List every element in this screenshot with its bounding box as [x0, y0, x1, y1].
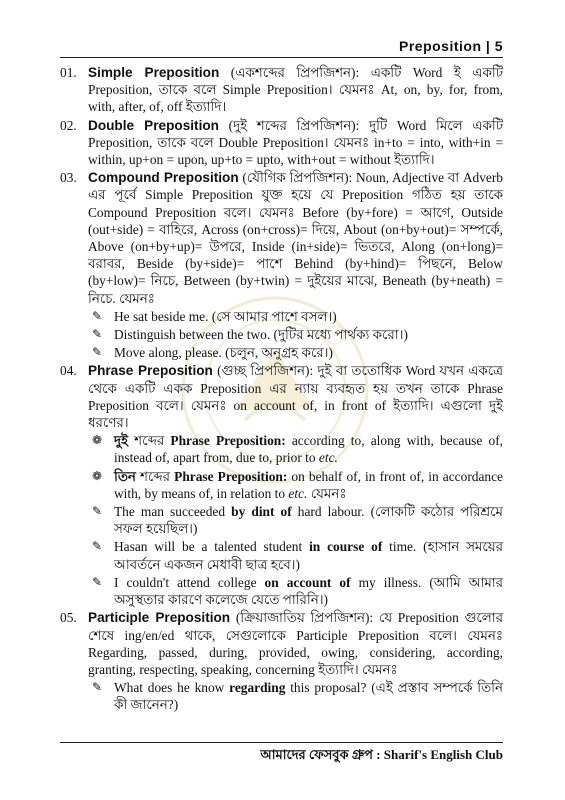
kind-label: Phrase Preposition: [170, 433, 286, 449]
kind-label: Phrase Preposition: [174, 468, 288, 484]
section-title: Double Preposition [88, 117, 219, 133]
pencil-icon: ✎ [92, 504, 103, 519]
example-line [88, 538, 503, 572]
kind-line [88, 468, 503, 502]
page-content [60, 64, 503, 715]
header-rule [60, 57, 503, 58]
section-body: (ক্রিয়াজাতিয় প্রিপজিশন): যে Preposition গুলোর শেষে ing/en/ed থাকে, সেগুলোকে Participle Preposition বলে। যেমনঃ Regarding, passed, during, provided, owing, considering, according, granting, respecting, speaking, concerning ইত্যাদি। যেমনঃ [88, 610, 503, 677]
example-line [88, 344, 503, 361]
pencil-icon: ✎ [92, 574, 103, 589]
example-bold: by dint of [231, 504, 292, 520]
section-body: (একশব্দের প্রিপজিশন): একটি Word ই একটি Preposition, তাকে বলে Simple Preposition। যেমনঃ At, on, by, for, from, with, after, of, off ইত্যাদি। [88, 65, 503, 115]
example-text: Distinguish between the two. (দুটির মধ্যে পার্থক্য করো।) [114, 327, 408, 343]
section-title: Compound Preposition [88, 170, 239, 186]
section-compound-preposition [60, 169, 503, 361]
page-footer: আমাদের ফেসবুক গ্রুপ : Sharif's English Club [260, 747, 503, 762]
example-pre: Hasan will be a talented student [114, 539, 310, 555]
kind-line [88, 432, 503, 466]
section-number: 02. [60, 117, 77, 133]
example-text: Move along, please. (চলুন, অনুগ্রহ করে।) [114, 345, 333, 361]
section-participle-preposition [60, 609, 503, 713]
section-number: 05. [60, 610, 77, 626]
section-number: 01. [60, 65, 77, 80]
kind-lead: তিন [114, 468, 136, 484]
example-line [88, 503, 503, 537]
kind-text: according to, along with, because of, instead of, apart from, due to, prior to [114, 433, 503, 466]
example-line [88, 326, 503, 343]
kind-etc: etc. [318, 450, 338, 466]
section-title: Phrase Preposition [88, 363, 213, 379]
section-phrase-preposition [60, 362, 503, 608]
example-bold: on account of [264, 574, 351, 590]
kind-lead: দুই [114, 433, 129, 449]
kind-etc: etc. [288, 485, 308, 501]
example-pre: The man succeeded [114, 504, 232, 520]
example-line [88, 574, 503, 608]
pencil-icon: ✎ [92, 539, 103, 554]
section-title: Simple Preposition [88, 65, 220, 80]
footer-rule [60, 742, 503, 743]
example-line [88, 308, 503, 325]
example-post: this proposal? (এই প্রস্তাব সম্পর্কে তিনি কী জানেন?) [114, 680, 503, 713]
page-header: Preposition | 5 [399, 38, 503, 54]
kind-text: on behalf of, in front of, in accordance with, by means of, in relation to [114, 468, 503, 501]
pencil-icon: ✎ [92, 308, 103, 323]
example-post: time. (হাসান সময়ের আবর্তনে একজন মেধাবী ছাত্র হবে।) [114, 539, 503, 572]
example-line [88, 679, 503, 713]
section-body: (দুই শব্দের প্রিপজিশন): দুটি Word মিলে একটি Preposition, তাকে বলে Double Preposition। যেমনঃ in+to = into, with+in = within, up+on = upon, up+to = upto, with+out = without ইত্যাদি। [88, 117, 503, 168]
section-number: 03. [60, 170, 77, 186]
pencil-icon: ✎ [92, 345, 103, 360]
example-text: He sat beside me. (সে আমার পাশে বসল।) [114, 308, 337, 324]
section-double-preposition [60, 117, 503, 169]
kind-mid: শব্দের [128, 433, 171, 449]
section-body: (যৌগিক প্রিপজিশন): Noun, Adjective বা Adverb এর পূর্বে Simple Preposition যুক্ত হয়ে যে Preposition গঠিত হয় তাকে Compound Preposition বলে। যেমনঃ Before (by+fore) = আগে, Outside (out+side) = বাহিরে, Across (on+cross)= দিয়ে, About (on+by+out)= সম্পর্কে, Above (on+by+up)= উপরে, Inside (in+side)= ভিতরে, Along (on+long)= বরাবর, Beside (by+side)= পাশে Behind (by+hind)= পিছনে, Below (by+low)= নিচে, Between (by+twin) = দুইয়ের মাঝে, Beneath (by+neath) = নিচে. যেমনঃ [88, 170, 504, 306]
gear-bullet-icon: ❁ [92, 433, 103, 448]
pencil-icon: ✎ [92, 327, 103, 342]
section-number: 04. [60, 363, 77, 379]
section-title: Participle Preposition [88, 610, 231, 626]
gear-bullet-icon: ❁ [92, 468, 103, 483]
example-bold: in course of [309, 539, 383, 555]
example-bold: regarding [229, 680, 286, 696]
example-pre: What does he know [114, 680, 230, 696]
example-post: hard labour. (লোকটি কঠোর পরিশ্রমে সফল হয়েছিল।) [114, 504, 503, 537]
example-pre: I couldn't attend college [114, 574, 265, 590]
kind-mid: শব্দের [135, 468, 175, 484]
kind-tail: যেমনঃ [307, 485, 347, 501]
section-body: (গুচ্ছ প্রিপজিশন): দুই বা ততোধিক Word যখন একত্রে থেকে একটি একক Preposition এর ন্যায় ব্যবহৃত হয় তখন তাকে Phrase Preposition বলে। যেমনঃ on account of, in front of ইত্যাদি। এগুলো দুই ধরণের। [88, 363, 503, 431]
pencil-icon: ✎ [92, 680, 103, 695]
section-simple-preposition [60, 64, 503, 116]
example-post: my illness. (আমি আমার অসুস্থতার কারণে কলেজে যেতে পারিনি।) [114, 574, 503, 608]
